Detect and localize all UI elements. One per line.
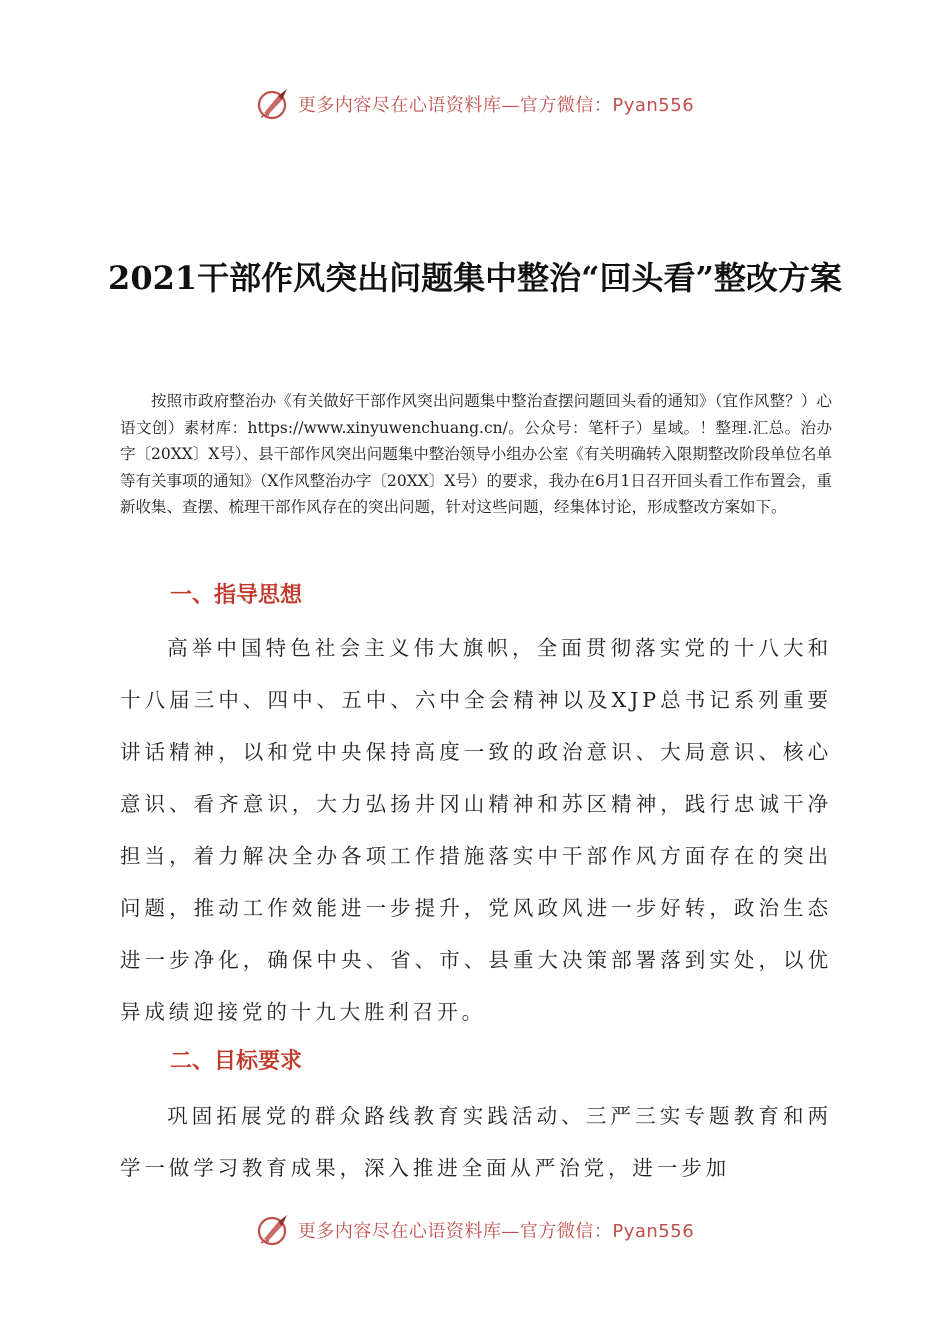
watermark-handle: Pyan556: [612, 95, 695, 116]
section-heading-guiding-ideology: 一、指导思想: [170, 583, 303, 608]
watermark-text: 更多内容尽在心语资料库—官方微信：Pyan556: [297, 1221, 695, 1242]
footer-watermark: [0, 1210, 950, 1250]
document-title: 2021干部作风突出问题集中整治“回头看”整改方案: [108, 259, 842, 297]
intro-paragraph: 按照市政府整治办《有关做好干部作风突出问题集中整治查摆问题回头看的通知》（宜作风整？）心语文创）素材库：https://www.xinyuwenchuang.cn/。公众号：笔杆子）星域。！整理.汇总。治办字〔20XX〕X号）、县干部作风突出问题集中整治领导小组办公室《有关明确转入限期整改阶段单位名单等有关事项的通知》（X作风整治办字〔20XX〕X号）的要求，我办在6月1日召开回头看工作布置会，重新收集、查摆、梳理干部作风存在的突出问题，针对这些问题，经集体讨论，形成整改方案如下。: [120, 392, 832, 516]
quill-pen-logo-icon: [256, 1212, 292, 1248]
section-body-goals: 巩固拓展党的群众路线教育实践活动、三严三实专题教育和两学一做学习教育成果，深入推进全面从严治党，进一步加: [120, 1104, 832, 1180]
watermark-text: 更多内容尽在心语资料库—官方微信：Pyan556: [297, 95, 695, 116]
header-watermark: [0, 84, 950, 124]
section-heading-goals: 二、目标要求: [170, 1049, 303, 1074]
quill-pen-logo-icon: [256, 86, 292, 122]
section-body-guiding-ideology: 高举中国特色社会主义伟大旗帜，全面贯彻落实党的十八大和十八届三中、四中、五中、六中全会精神以及XJP总书记系列重要讲话精神，以和党中央保持高度一致的政治意识、大局意识、核心意识、看齐意识，大力弘扬井冈山精神和苏区精神，践行忠诚干净担当，着力解决全办各项工作措施落实中干部作风方面存在的突出问题，推动工作效能进一步提升，党风政风进一步好转，政治生态进一步净化，确保中央、省、市、县重大决策部署落到实处，以优异成绩迎接党的十九大胜利召开。: [120, 636, 832, 1024]
watermark-handle: Pyan556: [612, 1221, 695, 1242]
